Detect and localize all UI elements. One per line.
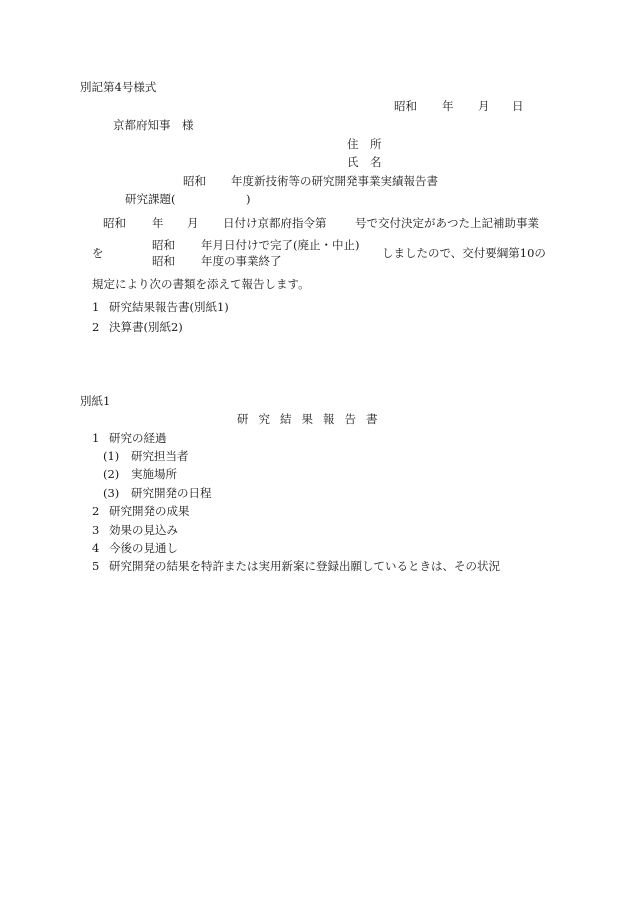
report-title: 年度新技術等の研究開発事業実績報告書: [231, 174, 438, 188]
body-month-unit: 月: [187, 216, 199, 230]
date-year-unit: 年: [442, 99, 454, 113]
attachment-text: 決算書(別紙2): [109, 320, 183, 334]
attachment-num: 1: [92, 300, 100, 314]
date-day-unit: 日: [512, 99, 524, 113]
project-close: ): [246, 192, 251, 206]
option-1-text: 年月日付けで完了(廃止・中止): [201, 238, 360, 252]
date-month-unit: 月: [478, 99, 490, 113]
annex-item-num: 3: [92, 523, 100, 537]
body-era: 昭和: [103, 216, 126, 230]
annex-label: 別紙1: [80, 394, 111, 408]
body-continuation: しましたので、交付要綱第10の: [382, 246, 546, 260]
annex-item-num: 1: [92, 431, 100, 445]
body-text-2: 号で交付決定があつた上記補助事業: [355, 216, 539, 230]
option-2-text: 年度の事業終了: [201, 254, 282, 268]
annex-item-num: 4: [92, 541, 100, 555]
attachment-num: 2: [92, 320, 100, 334]
annex-item-num: 5: [92, 559, 100, 573]
attachment-text: 研究結果報告書(別紙1): [109, 300, 229, 314]
annex-subitem-text: 研究担当者: [131, 449, 189, 463]
project-label: 研究課題(: [125, 192, 176, 206]
body-text-1: 日付け京都府指令第: [223, 216, 327, 230]
option-1-era: 昭和: [152, 238, 175, 252]
annex-subitem-num: (1): [103, 449, 120, 463]
body-line-3: 規定により次の書類を添えて報告します。: [92, 277, 310, 291]
annex-item-text: 研究開発の結果を特許または実用新案に登録出願しているときは、その状況: [109, 559, 500, 573]
date-era: 昭和: [394, 99, 417, 113]
annex-subitem-text: 実施場所: [131, 467, 177, 481]
option-2-era: 昭和: [152, 254, 175, 268]
annex-subitem-num: (2): [103, 467, 120, 481]
annex-title: 研究結果報告書: [237, 412, 388, 426]
annex-item-text: 効果の見込み: [109, 523, 178, 537]
annex-item-text: 今後の見通し: [109, 541, 178, 555]
annex-subitem-text: 研究開発の日程: [131, 486, 212, 500]
annex-item-text: 研究の経過: [109, 431, 167, 445]
body-year-unit: 年: [152, 216, 164, 230]
addressee: 京都府知事 様: [113, 118, 194, 132]
form-number: 別記第4号様式: [80, 80, 157, 94]
body-wo: を: [92, 246, 104, 260]
report-title-era: 昭和: [183, 174, 206, 188]
annex-item-text: 研究開発の成果: [109, 504, 190, 518]
annex-item-num: 2: [92, 504, 100, 518]
name-label: 氏 名: [347, 155, 382, 169]
address-label: 住 所: [347, 137, 382, 151]
annex-subitem-num: (3): [103, 486, 120, 500]
